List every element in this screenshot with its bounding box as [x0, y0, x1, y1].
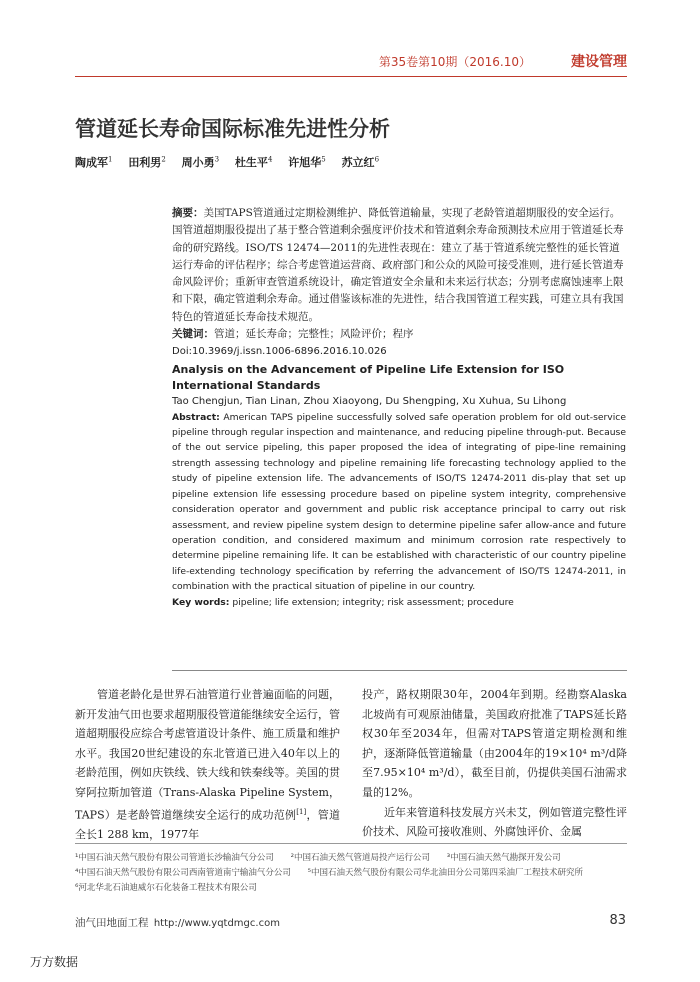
affiliation-footnotes — [75, 851, 627, 896]
watermark: 万方数据 — [30, 955, 79, 969]
english-abstract — [172, 410, 626, 595]
page-number: 83 — [609, 913, 626, 928]
abstract-label: 摘要： — [172, 207, 204, 219]
affiliation: ⁴中国石油天然气股份有限公司西南管道南宁输油气分公司 — [75, 868, 291, 878]
abstract-block — [172, 205, 626, 610]
journal-name: 油气田地面工程 — [75, 917, 149, 929]
author: 苏立红$^6$ — [341, 155, 380, 169]
journal-section: 建设管理 — [571, 54, 627, 70]
body-paragraph: 近年来管道科技发展方兴未艾，例如管道完整性评价技术、风险可接收准则、外腐蚀评价、金属 — [362, 805, 627, 839]
english-title: Analysis on the Advancement of Pipeline Life Extension for ISO International Standards — [172, 362, 565, 392]
english-keywords-text: pipeline; life extension; integrity; risk assessment; procedure — [232, 596, 514, 608]
affiliation: ⁵中国石油天然气股份有限公司华北油田分公司第四采油厂工程技术研究所 — [307, 868, 584, 878]
keywords-label: 关键词： — [172, 328, 214, 341]
english-keywords-label: Key words: — [172, 596, 230, 608]
english-abstract-text: American TAPS pipeline successfully solved safe operation problem for old out-service pipeline through regular inspection and maintenance, and reducing pipeline through-put. Because of the out service pipeling, this paper proposed the idea of integrating of pipe-line remaining strength assessing technology and pipeline remaining life forecasting technology applied to the study of pipeline extension life. The advancements of ISO/TS 12474-2011 dis-play that set up pipeline extension life essessing procedure based on pipeline system integrity, comprehensive consideration operator and government and public risk acceptance principal to carry out risk assessment, and review pipeline system design to determine pipeline safer allow-ance and future operation condition, and considered maximum and minimum corrosion rate respectively to determine pipeline remaining life. It can be established with characteristic of our country pipeline life-extending technology specification by referring the advancement of ISO/TS 12474-2011, in combination with the practical situation of pipeline in our country. — [172, 411, 626, 593]
keywords-cn — [172, 326, 626, 343]
article-title: 管道延长寿命国际标准先进性分析 — [75, 116, 390, 141]
english-keywords — [172, 595, 626, 610]
abstract-cn — [172, 205, 626, 326]
footnote-row — [75, 866, 627, 881]
english-authors: Tao Chengjun, Tian Linan, Zhou Xiaoyong, Du Shengping, Xu Xuhua, Su Lihong — [172, 395, 567, 407]
keywords-text: 管道；延长寿命；完整性；风险评价；程序 — [214, 328, 414, 341]
body-paragraph: 管道老龄化是世界石油管道行业普遍面临的问题，新开发油气田也要求超期服役管道能继续安全运行，管道超期服役应综合考虑管道设计条件、施工质量和维护水平。我国20世纪建设的东北管道已进入40年以上的老龄范围，例如庆铁线、铁大线和铁秦线等。美国的贯穿阿拉斯加管道（Trans-Alaska Pipeline System，TAPS）是老龄管道继续安全运行的成功范例[1]，管道全长1 288 km，1977年 — [75, 688, 340, 841]
footnote-rule — [75, 843, 627, 844]
author: 杜生平$^4$ — [234, 155, 273, 169]
author: 周小勇$^3$ — [181, 155, 220, 169]
author: 陶成军$^1$ — [75, 155, 113, 169]
author: 许旭华$^5$ — [288, 155, 326, 169]
affiliation: ³中国石油天然气勘探开发公司 — [446, 853, 561, 863]
citation-ref[interactable]: [1] — [296, 807, 307, 816]
footnote-row — [75, 881, 627, 896]
page-header — [75, 51, 627, 73]
english-abstract-label: Abstract: — [172, 411, 220, 423]
abstract-text: 美国TAPS管道通过定期检测维护、降低管道输量，实现了老龄管道超期服役的安全运行。国管道超期服役提出了基于整合管道剩余强度评价技术和管道剩余寿命预测技术应用于管道延长寿命的研究路线。ISO/TS 12474—2011的先进性表现在：建立了基于管道系统完整性的延长管道运行寿命的评估程序；综合考虑管道运营商、政府部门和公众的风险可接受准则，进行延长管道寿命风险评价；重新审查管道系统设计，确定管道安全余量和未来运行状态；分别考虑腐蚀速率上限和下限，确定管道剩余寿命。通过借鉴该标准的先进性，结合我国管道工程实践，可建立具有我国特色的管道延长寿命技术规范。 — [172, 207, 624, 323]
body-column-right — [362, 685, 627, 842]
header-rule — [75, 76, 627, 77]
body-column-left — [75, 685, 340, 844]
affiliation: ²中国石油天然气管道局投产运行公司 — [290, 853, 431, 863]
author: 田利男$^2$ — [128, 155, 166, 169]
journal-url[interactable]: http://www.yqtdmgc.com — [153, 918, 280, 929]
footer-journal — [75, 915, 280, 930]
issue-info: 第35卷第10期（2016.10） — [378, 55, 531, 69]
footnote-row — [75, 851, 627, 866]
abstract-rule — [172, 670, 627, 671]
author-list — [75, 154, 391, 170]
doi: Doi:10.3969/j.issn.1006-6896.2016.10.026 — [172, 346, 387, 358]
affiliation: ⁶河北华北石油迪威尔石化装备工程技术有限公司 — [75, 883, 257, 893]
body-paragraph: 投产，路权期限30年，2004年到期。经勘察Alaska北坡尚有可观原油储量，美国政府批准了TAPS延长路权30年至2034年，但需对TAPS管道定期检测和维护，逐渐降低管道输量（由2004年的19×10⁴ m³/d降至7.95×10⁴ m³/d），截至目前，仍提供美国石油需求量的12%。 — [362, 688, 627, 799]
affiliation: ¹中国石油天然气股份有限公司管道长沙输油气分公司 — [75, 853, 274, 863]
